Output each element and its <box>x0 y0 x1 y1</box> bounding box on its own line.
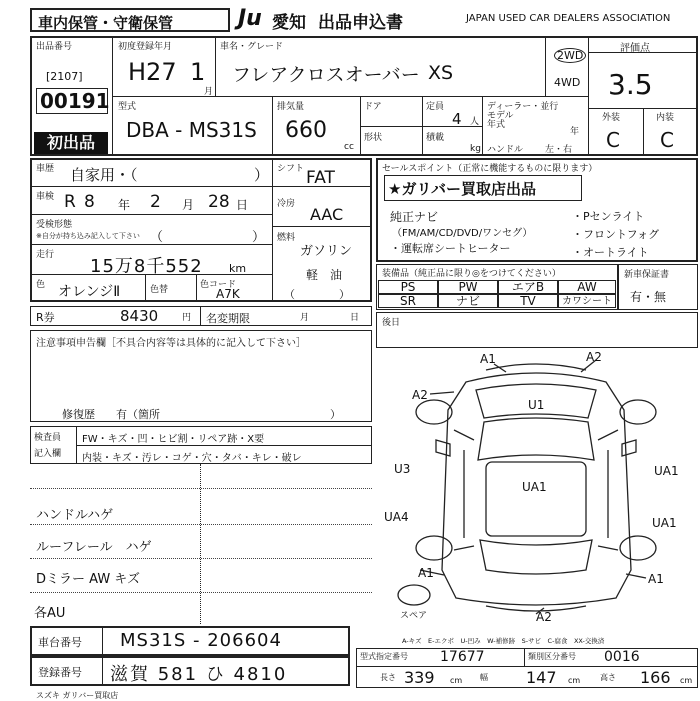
diagram-a2-top: A2 <box>586 350 602 364</box>
color-value: オレンジⅡ <box>58 284 121 300</box>
model-year-label: モデル年式 <box>487 111 514 130</box>
inspection-month-unit: 月 <box>182 198 195 212</box>
association-name: JAPAN USED CAR DEALERS ASSOCIATION <box>466 13 671 24</box>
note-all-au: 各AU <box>34 606 66 621</box>
sp-light: ・Pセンライト <box>572 210 645 223</box>
interior-grade: C <box>660 128 674 152</box>
year-unit: 年 <box>570 127 580 137</box>
repair-label: 修復歴 <box>62 408 95 421</box>
exterior-label: 外装 <box>602 113 621 123</box>
mileage-unit: km <box>229 262 247 275</box>
sp-auto-light: ・オートライト <box>572 246 649 259</box>
inspector-row-exterior: FW・キズ・凹・ヒビ割・リペア跡・X要 <box>82 434 265 445</box>
inspection-label: 車検 <box>36 192 55 202</box>
inspection-year-unit: 年 <box>118 198 131 212</box>
inspection-era: R <box>64 192 76 212</box>
repair-value: 有（箇所 <box>116 408 160 421</box>
plate-value: 滋賀 581 ひ 4810 <box>110 664 288 685</box>
lot-label: 出品番号 <box>36 42 73 52</box>
class-label: 類別区分番号 <box>528 652 576 661</box>
cc-unit: cc <box>344 142 354 152</box>
acceptance-label: 受検形態 <box>36 220 73 230</box>
registration-month-unit: 月 <box>204 87 214 97</box>
usage-label: 車歴 <box>36 164 55 174</box>
diagram-a1-right: A1 <box>648 572 664 586</box>
height-unit: cm <box>680 676 693 685</box>
diagram-a1-top: A1 <box>480 352 496 366</box>
mileage-value: 15万8千552 <box>90 256 203 277</box>
class-value: 0016 <box>604 649 640 665</box>
handle-label: ハンドル <box>487 145 524 155</box>
after-box <box>376 312 698 348</box>
inspector-entry-label: 記入欄 <box>34 449 62 459</box>
shape-label: 形状 <box>364 133 383 143</box>
inspector-row-interior: 内装・キズ・汚レ・コゲ・穴・タバ・キレ・破レ <box>82 453 302 464</box>
doors-label: ドア <box>364 102 382 112</box>
sp-navi-detail: （FM/AM/CD/DVD/ワンセグ） <box>392 228 533 239</box>
length-value: 339 <box>404 668 435 687</box>
model-name: フレアクロスオーバー <box>232 64 420 86</box>
dealer-label: ディーラー・並行 <box>487 102 559 112</box>
diagram-a2-bottom: A2 <box>536 610 552 624</box>
drive-2wd: 2WD <box>554 48 586 63</box>
score-label: 評価点 <box>620 43 650 54</box>
model-grade: XS <box>428 62 454 84</box>
designation-label: 型式指定番号 <box>360 652 408 661</box>
inspection-day-unit: 日 <box>236 198 249 212</box>
storage-stamp <box>30 8 230 32</box>
inspection-year: 8 <box>84 192 95 212</box>
sp-navi: 純正ナビ <box>390 210 439 224</box>
lot-code: [2107] <box>46 70 83 83</box>
ju-logo: Ju <box>238 6 262 31</box>
equip-tv: TV <box>498 294 558 308</box>
equip-navi: ナビ <box>438 294 498 308</box>
after-label: 後日 <box>382 318 401 328</box>
acceptance-open: （ <box>150 230 164 245</box>
repair-close: ） <box>330 408 341 421</box>
width-label: 幅 <box>480 673 488 682</box>
lot-number: 00191 <box>40 89 110 113</box>
equip-aw: AW <box>558 280 616 294</box>
equip-ps: PS <box>378 280 438 294</box>
gulliver-banner: ★ガリバー買取店出品 <box>388 180 536 198</box>
acceptance-note: ※自分が持ち込み記入して下さい <box>36 232 140 240</box>
seats-label: 定員 <box>426 102 445 112</box>
chassis-label: 車台番号 <box>38 636 82 649</box>
seats-unit: 人 <box>470 117 480 127</box>
type-value: DBA - MS31S <box>126 118 257 142</box>
handle-options: 左・右 <box>545 145 573 155</box>
damage-legend: A-キズ E-エクボ U-凹み W-補修跡 S-サビ C-腐食 XX-交換済 <box>402 637 605 645</box>
footer-text: スズキ ガリバー買取店 <box>36 691 119 700</box>
interior-label: 内装 <box>656 113 675 123</box>
plate-label: 登録番号 <box>38 666 82 679</box>
recycle-value: 8430 <box>120 307 159 325</box>
color-change-label: 色替 <box>150 285 169 295</box>
diagram-ua1-lower: UA1 <box>652 516 677 530</box>
sp-front-fog: ・フロントフォグ <box>572 228 660 241</box>
note-roof-rail: ルーフレール ハゲ <box>36 540 152 555</box>
notes-label: 注意事項申告欄［不具合内容等は具体的に記入して下さい］ <box>36 338 306 349</box>
exterior-grade: C <box>606 128 620 152</box>
equip-airbag: エアB <box>498 280 558 294</box>
inspection-day: 28 <box>208 192 230 212</box>
seats-value: 4 <box>452 110 462 128</box>
kg-unit: kg <box>470 144 481 154</box>
diagram-u3: U3 <box>394 462 411 476</box>
note-mirror-aw: Dミラー AW キズ <box>36 572 141 587</box>
deadline-month-unit: 月 <box>300 313 310 323</box>
equipment-label: 装備品（純正品に限り◎をつけてください） <box>382 269 561 279</box>
usage-value: 自家用・（ <box>70 166 138 184</box>
drive-4wd: 4WD <box>554 76 581 89</box>
sp-seat-heater: ・運転席シートヒーター <box>390 242 511 255</box>
diagram-ua4: UA4 <box>384 510 409 524</box>
displacement-value: 660 <box>285 118 327 143</box>
selling-points-label: セールスポイント（正常に機能するものに限ります） <box>382 164 598 174</box>
equip-pw: PW <box>438 280 498 294</box>
width-unit: cm <box>568 676 581 685</box>
diagram-ua1-center: UA1 <box>522 480 547 494</box>
color-label: 色 <box>36 280 46 290</box>
warranty-label: 新車保証書 <box>624 270 670 280</box>
diagram-a2-left: A2 <box>412 388 428 402</box>
fuel-diesel: 軽 油 <box>306 268 343 282</box>
equip-leather-seat: カワシート <box>558 294 616 308</box>
warranty-options: 有・無 <box>630 290 667 304</box>
width-value: 147 <box>526 668 557 687</box>
recycle-unit: 円 <box>182 313 192 323</box>
deadline-day-unit: 日 <box>350 313 360 323</box>
registration-month: 1 <box>190 58 206 86</box>
diagram-spare: スペア <box>400 611 428 621</box>
equip-sr: SR <box>378 294 438 308</box>
length-label: 長さ <box>380 673 396 682</box>
usage-close: ） <box>254 166 270 184</box>
inspector-label: 検査員 <box>34 433 62 443</box>
ac-label: 冷房 <box>277 199 296 209</box>
recycle-row <box>30 306 372 326</box>
registration-year: H27 <box>128 58 177 86</box>
note-handle-wear: ハンドルハゲ <box>36 508 114 523</box>
diagram-ua1-right: UA1 <box>654 464 679 478</box>
inspection-month: 2 <box>150 192 161 212</box>
diagram-a1-left: A1 <box>418 566 434 580</box>
ac-value: AAC <box>310 205 344 224</box>
diagram-u1: U1 <box>528 398 545 412</box>
shift-value: FAT <box>306 168 335 188</box>
type-label: 型式 <box>118 102 137 112</box>
fuel-label: 燃料 <box>277 233 296 243</box>
storage-stamp-text: 車内保管・守衛保管 <box>38 14 174 32</box>
mileage-label: 走行 <box>36 250 55 260</box>
change-deadline-label: 名変期限 <box>206 312 250 325</box>
length-unit: cm <box>450 676 463 685</box>
color-code: A7K <box>216 287 240 301</box>
shift-label: シフト <box>277 164 305 174</box>
load-label: 積載 <box>426 133 445 143</box>
first-listing-badge: 初出品 <box>34 132 108 154</box>
fuel-value: ガソリン <box>300 244 353 259</box>
registration-label: 初度登録年月 <box>118 42 173 52</box>
color-code-label: 色コード <box>200 280 237 290</box>
model-name-label: 車名・グレード <box>220 42 284 52</box>
logo-region: 愛知 <box>272 13 306 33</box>
acceptance-close: ） <box>252 230 266 245</box>
score-value: 3.5 <box>608 68 653 101</box>
designation-value: 17677 <box>440 649 485 665</box>
height-label: 高さ <box>600 673 616 682</box>
chassis-value: MS31S - 206604 <box>120 630 282 651</box>
fuel-paren: （ ） <box>284 288 350 301</box>
recycle-label: R券 <box>36 311 55 324</box>
displacement-label: 排気量 <box>277 102 305 112</box>
height-value: 166 <box>640 668 671 687</box>
form-title: 出品申込書 <box>318 13 403 33</box>
